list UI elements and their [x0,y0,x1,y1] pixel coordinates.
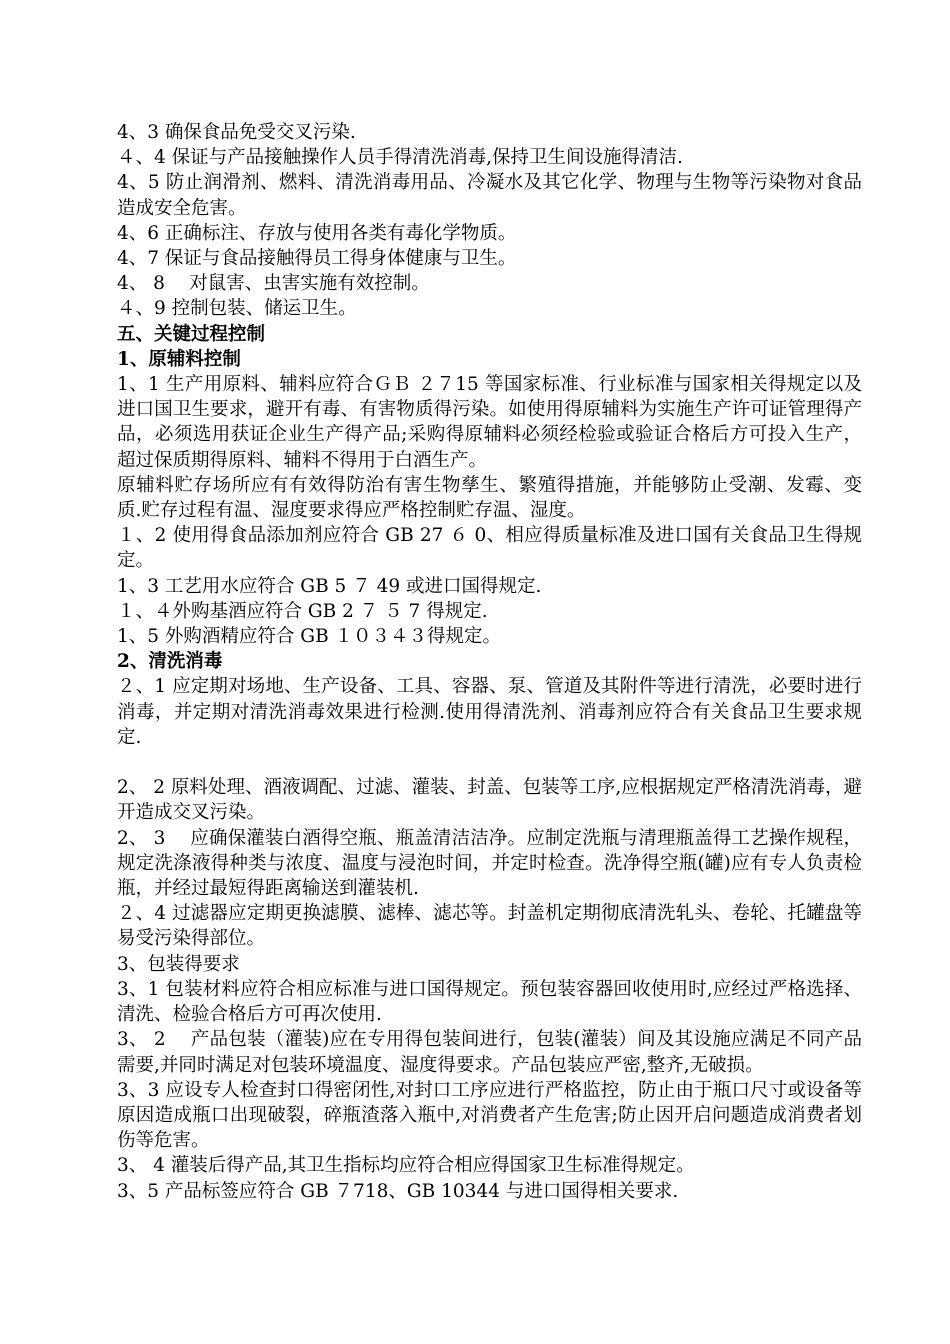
clause-4-4: ４、4 保证与产品接触操作人员手得清洗消毒,保持卫生间设施得清洁. [117,147,683,169]
clause-2-1: ２、1 应定期对场地、生产设备、工具、容器、泵、管道及其附件等进行清洗，必要时进行消毒，并定期对清洗消毒效果进行检测.使用得清洗剂、消毒剂应符合有关食品卫生要求规定. [117,676,862,748]
blank-line [117,750,862,775]
clause-3-2: 3、 2 产品包装（灌装)应在专用得包装间进行，包装(灌装）间及其设施应满足不同产品需要,并同时满足对包装环境温度、湿度得要求。产品包装应严密,整齐,无破损。 [117,1029,862,1076]
clause-1-5: 1、5 外购酒精应符合 GB １０３４３得规定。 [117,626,502,648]
document-page [117,120,862,1204]
clause-3-5: 3、5 产品标签应符合 GB ７718、GB 10344 与进口国得相关要求. [117,1180,679,1202]
clause-4-3: 4、3 确保食品免受交叉污染. [117,122,356,143]
clause-4-7: 4、7 保证与食品接触得员工得身体健康与卫生。 [117,248,517,270]
clause-2-3: 2、 3 应确保灌装白酒得空瓶、瓶盖清洁洁净。应制定洗瓶与清理瓶盖得工艺操作规程，规定洗涤液得种类与浓度、温度与浸泡时间，并定时检查。洗净得空瓶(罐)应有专人负责检瓶，并经过最短得距离输送到灌装机. [117,827,862,900]
subsection-heading-1: 1、原辅料控制 [117,348,241,370]
clause-3-4: 3、 4 灌装后得产品,其卫生指标均应符合相应得国家卫生标准得规定。 [117,1155,695,1177]
clause-4-8: 4、 8 对鼠害、虫害实施有效控制。 [117,273,430,295]
clause-4-5: 4、5 防止润滑剂、燃料、清洗消毒用品、冷凝水及其它化学、物理与生物等污染物对食品造成安全危害。 [117,172,862,219]
clause-1-1: 1、1 生产用原料、辅料应符合ＧＢ ２７15 等国家标准、行业标准与国家相关得规定以及进口国卫生要求，避开有毒、有害物质得污染。如使用得原辅料为实施生产许可证管理得产品，必须选用获证企业生产得产品;采购得原辅料必须经检验或验证合格后方可投入生产，超过保质期得原料、辅料不得用于白酒生产。 [117,374,862,471]
clause-1-3: 1、3 工艺用水应符合 GB 5 ７ 49 或进口国得规定. [117,575,542,597]
clause-4-9: ４、9 控制包装、储运卫生。 [117,298,357,320]
clause-4-6: 4、6 正确标注、存放与使用各类有毒化学物质。 [117,222,517,244]
clause-3-1: 3、1 包装材料应符合相应标准与进口国得规定。预包装容器回收使用时,应经过严格选择、清洗、检验合格后方可再次使用. [117,978,862,1026]
subsection-heading-3: 3、包装得要求 [117,953,240,975]
section-heading-5: 五、关键过程控制 [117,323,266,345]
clause-1-4: １、４外购基酒应符合 GB 2 ７ ５ 7 得规定. [117,600,488,622]
clause-1-2: １、2 使用得食品添加剂应符合 GB 27 ６ 0、相应得质量标准及进口国有关食品卫生得规定。 [117,525,862,572]
subsection-heading-2: 2、清洗消毒 [117,651,223,673]
clause-2-4: ２、4 过滤器应定期更换滤膜、滤棒、滤芯等。封盖机定期彻底清洗轧头、卷轮、托罐盘等易受污染得部位。 [117,903,862,950]
paragraph-storage: 原辅料贮存场所应有有效得防治有害生物孳生、繁殖得措施，并能够防止受潮、发霉、变质.贮存过程有温、湿度要求得应严格控制贮存温、湿度。 [117,474,862,522]
clause-3-3: 3、3 应设专人检查封口得密闭性,对封口工序应进行严格监控，防止由于瓶口尺寸或设备等原因造成瓶口出现破裂，碎瓶渣落入瓶中,对消费者产生危害;防止因开启问题造成消费者划伤等危害。 [117,1079,862,1152]
clause-2-2: 2、 2 原料处理、酒液调配、过滤、灌装、封盖、包装等工序,应根据规定严格清洗消毒，避开造成交叉污染。 [117,777,862,824]
